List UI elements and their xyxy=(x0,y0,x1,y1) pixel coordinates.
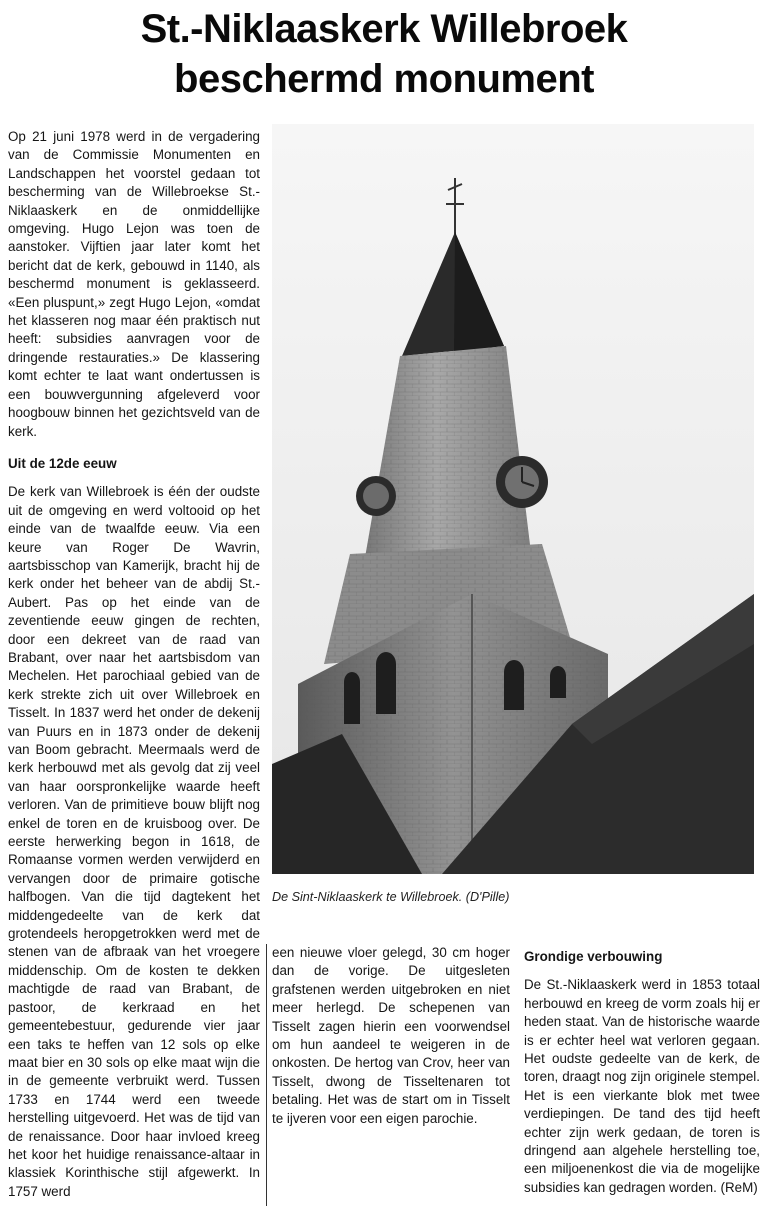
headline-line-1: St.-Niklaaskerk Willebroek xyxy=(140,7,628,51)
church-photo xyxy=(272,124,754,874)
church-tower-illustration xyxy=(272,124,754,874)
column-3 xyxy=(524,948,760,1211)
column-1 xyxy=(8,128,260,1215)
intro-paragraph: Op 21 juni 1978 werd in de vergadering van de Commissie Monumenten en Landschappen het voorstel gedaan tot bescherming van de Willebroekse St.-Niklaaskerk en de onmiddellijke omgeving. Hugo Lejon was toen de aanstoker. Vijftien jaar later komt het bericht dat de kerk, gebouwd in 1140, als beschermd monument is geklasseerd. «Een pluspunt,» zegt Hugo Lejon, «omdat het klasseren nog maar één praktisch nut heeft: subsidies aanvragen voor de dringende restauraties.» De klassering komt echter te laat want ondertussen is een bouwvergunning afgeleverd voor hoogbouw binnen het gezichtsveld van de kerk. xyxy=(8,129,260,439)
headline-line-2: beschermd monument xyxy=(174,57,594,101)
column-2 xyxy=(272,944,510,1142)
section-12de-eeuw-continued: een nieuwe vloer gelegd, 30 cm hoger dan de vorige. De uitgesleten grafstenen werden uitgebroken en niet meer herlegd. De schepenen van Tisselt zagen hierin een voorwendsel om hun aandeel te weigeren in de onkosten. De hertog van Crov, heer van Tisselt, dwong de Tisseltenaren tot betaling. Het was de start om in Tisselt te ijveren voor een eigen parochie. xyxy=(272,945,510,1126)
section-heading-grondige-verbouwing: Grondige verbouwing xyxy=(524,949,663,964)
section-grondige-verbouwing-text: De St.-Niklaaskerk werd in 1853 totaal herbouwd en kreeg de vorm zoals hij er heden staat. Van de historische waarde is er echter heel wat verloren gegaan. Het oudste gedeelte van de kerk, de toren, draagt nog zijn originele stempel. Het is een vierkante blok met twee verdiepingen. De tand des tijd heeft echter zijn werk gedaan, de toren is dringend aan algehele herstelling toe, een miljoenenkost die via de mogelijke subsidies kan gedragen worden. (ReM) xyxy=(524,977,760,1195)
column-divider xyxy=(266,944,267,1206)
photo-caption: De Sint-Niklaaskerk te Willebroek. (D'Pille) xyxy=(272,890,510,904)
article-headline xyxy=(0,4,768,104)
section-heading-12de-eeuw: Uit de 12de eeuw xyxy=(8,455,117,471)
section-12de-eeuw-text: De kerk van Willebroek is één der oudste uit de omgeving en werd voltooid op het einde van de twaalfde eeuw. Via een keure van Roger De Wavrin, aartsbisschop van Kamerijk, bracht hij de kerk onder het beheer van de abdij St.-Aubert. Pas op het einde van de zeventiende eeuw gingen de rechten, door een dekreet van de raad van Brabant, over naar het aartsbisdom van Mechelen. Het parochiaal gebied van de kerk strekte zich uit over Willebroek en Tisselt. In 1837 werd het onder de dekenij van Puurs en in 1873 onder de dekenij van Boom gebracht. Meermaals werd de kerk herbouwd met als gevolg dat zij veel van haar oorspronkelijke waarde heeft verloren. Van de primitieve bouw blijft nog enkel de toren en de kruisboog over. De eerste herwerking begon in 1618, de Romaanse vormen werden verwijderd en vervangen door de primaire gotische halfbogen. Van die tijd dagtekent het middengedeelte van de kerk dat grotendeels heropgetrokken werd met de stenen van de afbraak van het vroegere middenschip. Om de kosten te dekken machtigde de raad van Brabant, de pastoor, de kerkraad en het gemeentebestuur, gedurende vier jaar een taks te heffen van 12 sols op elke maat bier en 30 sols op elke maat wijn die in de gemeente verbruikt werd. Tussen 1733 en 1744 werd een tweede herstelling uitgevoerd. Het was de tijd van de renaissance. Door haar invloed kreeg het koor het huidige renaissance-altaar in klassiek Korinthische stijl afgewerkt. In 1757 werd xyxy=(8,484,260,1199)
